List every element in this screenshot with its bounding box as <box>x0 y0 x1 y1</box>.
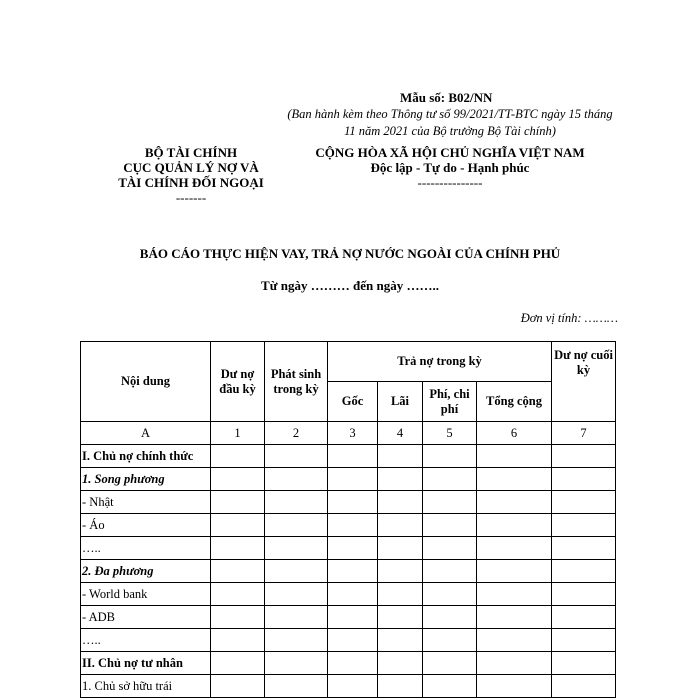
header-fees: Phí, chi phí <box>423 382 477 422</box>
republic-title: CỘNG HÒA XÃ HỘI CHỦ NGHĨA VIỆT NAM <box>315 145 585 160</box>
table-row <box>81 445 616 468</box>
row-label: II. Chủ nợ tư nhân <box>81 652 211 675</box>
header-principal: Gốc <box>328 382 378 422</box>
republic-motto: Độc lập - Tự do - Hạnh phúc <box>370 160 530 175</box>
row-label: 1. Chủ sở hữu trái <box>81 675 211 698</box>
header-content: Nội dung <box>81 342 211 422</box>
table-row <box>81 675 616 698</box>
report-period: Từ ngày ……… đến ngày …….. <box>261 278 439 293</box>
table-row <box>81 491 616 514</box>
table-row <box>81 514 616 537</box>
table-row <box>81 629 616 652</box>
report-unit: Đơn vị tính: ……… <box>520 311 618 325</box>
table-row <box>81 652 616 675</box>
table-row <box>81 583 616 606</box>
row-label: 2. Đa phương <box>81 560 211 583</box>
header-closing-debt: Dư nợ cuối kỳ <box>552 342 616 422</box>
index-row <box>81 422 616 445</box>
index-cell: 4 <box>378 422 423 445</box>
form-number: Mẫu số: B02/NN <box>400 90 493 105</box>
table-row <box>81 537 616 560</box>
row-label: ….. <box>81 629 211 652</box>
agency-block <box>96 145 286 205</box>
index-cell: 7 <box>552 422 616 445</box>
report-title: BÁO CÁO THỰC HIỆN VAY, TRẢ NỢ NƯỚC NGOÀI CỦA CHÍNH PHỦ <box>139 246 561 261</box>
republic-block <box>295 145 605 190</box>
row-label: - Nhật <box>81 491 211 514</box>
table-row <box>81 468 616 491</box>
row-label: I. Chủ nợ chính thức <box>81 445 211 468</box>
index-cell: 5 <box>423 422 477 445</box>
agency-divider: ------- <box>175 190 207 205</box>
table-row <box>81 606 616 629</box>
row-label: ….. <box>81 537 211 560</box>
index-cell: 2 <box>265 422 328 445</box>
header-total: Tổng cộng <box>477 382 552 422</box>
republic-divider: --------------- <box>417 175 483 190</box>
header-interest: Lãi <box>378 382 423 422</box>
agency-line-3: TÀI CHÍNH ĐỐI NGOẠI <box>118 175 264 190</box>
agency-line-2: CỤC QUẢN LÝ NỢ VÀ <box>123 160 259 175</box>
index-cell: 3 <box>328 422 378 445</box>
table-row <box>81 560 616 583</box>
header-arising: Phát sinh trong kỳ <box>265 342 328 422</box>
index-cell: 6 <box>477 422 552 445</box>
header-opening-debt: Dư nợ đầu kỳ <box>211 342 265 422</box>
header-repayment: Trả nợ trong kỳ <box>328 342 552 382</box>
row-label: - Áo <box>81 514 211 537</box>
row-label: 1. Song phương <box>81 468 211 491</box>
row-label: - ADB <box>81 606 211 629</box>
index-cell: A <box>81 422 211 445</box>
agency-line-1: BỘ TÀI CHÍNH <box>144 145 238 160</box>
issued-note: (Ban hành kèm theo Thông tư số 99/2021/TT-BTC ngày 15 tháng 11 năm 2021 của Bộ trưởng Bộ Tài chính) <box>287 107 613 138</box>
report-table <box>80 341 616 698</box>
index-cell: 1 <box>211 422 265 445</box>
row-label: - World bank <box>81 583 211 606</box>
